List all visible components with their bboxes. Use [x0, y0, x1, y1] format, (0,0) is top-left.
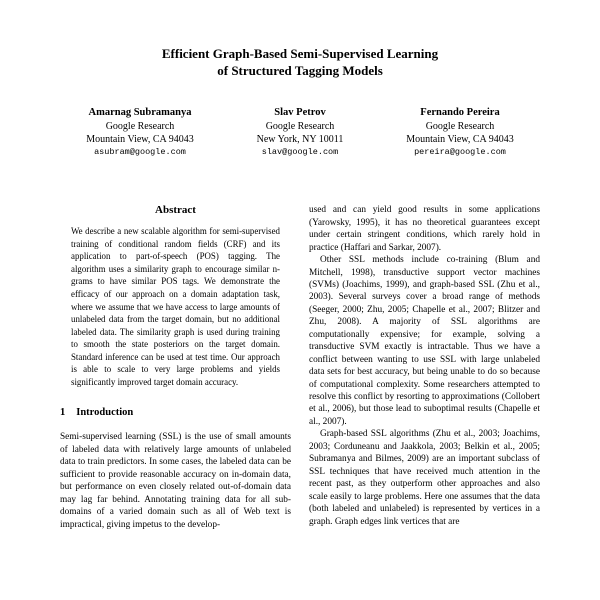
section-heading-introduction: [60, 407, 291, 418]
author-name: Slav Petrov: [274, 106, 326, 118]
section-title: Introduction: [76, 407, 134, 419]
paper-title: [60, 46, 540, 80]
author-name: Fernando Pereira: [420, 106, 500, 118]
body-paragraph-1: used and can yield good results in some applications (Yarowsky, 1995), it has no theoretical guarantees except under certain stringent conditions, which rarely hold in practice (Haffari and Sarkar, 2007).: [309, 205, 540, 253]
body-paragraph-3: Graph-based SSL algorithms (Zhu et al., 2003; Joachims, 2003; Corduneanu and Jaakkola, 2003; Belkin et al., 2005; Subramanya and Bilmes, 2009) are an important subclass of SSL techniques that have received much attention in the recent past, as they outperform other approaches and also scale easily to large problems. Here one assumes that the data (both labeled and unlabeled) is represented by vertices in a graph. Graph edges link vertices that are: [309, 429, 540, 527]
abstract-text: We describe a new scalable algorithm for semi-supervised training of conditional random fields (CRF) and its application to part-of-speech (POS) tagging. The algorithm uses a similarity graph to encourage similar n-grams to have similar POS tags. We demonstrate the efficacy of our approach on a domain adaptation task, where we assume that we have access to large amounts of unlabeled data from the target domain, but no additional labeled data. The similarity graph is used during training to smooth the state posteriors on the target domain. Standard inference can be used at test time. Our approach is able to scale to very large problems and yields significantly improved target domain accuracy.: [71, 226, 280, 387]
two-column-body: [60, 204, 540, 531]
author-email: slav@google.com: [261, 147, 339, 158]
author-affiliation: Google Research: [105, 120, 175, 132]
author-name: Amarnag Subramanya: [88, 106, 192, 118]
section-number: 1: [60, 407, 66, 419]
body-paragraph-2: Other SSL methods include co-training (Blum and Mitchell, 1998), transductive support vector machines (SVMs) (Joachims, 1999), and graph-based SSL (Zhu et al., 2003). Several surveys cover a broad range of methods (Seeger, 2000; Zhu, 2005; Chapelle et al., 2007; Blitzer and Zhu, 2008). A majority of SSL algorithms are computationally expensive; for example, solving a transductive SVM exactly is intractable. Thus we have a conflict between wanting to use SSL with large unlabeled data sets for best accuracy, but being unable to do so because of computational complexity. Some researchers attempted to resolve this conflict by resorting to approximations (Collobert et al., 2006), but those lead to suboptimal results (Chapelle et al., 2007).: [309, 255, 540, 427]
authors-row: [60, 106, 540, 158]
left-column: [60, 204, 291, 531]
author-email: asubram@google.com: [94, 147, 186, 158]
author-address: New York, NY 10011: [256, 133, 344, 145]
author-email: pereira@google.com: [414, 147, 506, 158]
paper-title-line-2: of Structured Tagging Models: [217, 62, 383, 78]
abstract-heading: Abstract: [155, 204, 196, 217]
author-address: Mountain View, CA 94043: [86, 133, 194, 145]
author-block-1: [60, 106, 220, 158]
author-affiliation: Google Research: [265, 120, 335, 132]
paper-title-line-1: Efficient Graph-Based Semi-Supervised Learning: [161, 46, 439, 61]
author-address: Mountain View, CA 94043: [406, 133, 514, 145]
right-column: [309, 204, 540, 531]
author-block-3: [380, 106, 540, 158]
author-block-2: [220, 106, 380, 158]
author-affiliation: Google Research: [425, 120, 495, 132]
introduction-paragraph: Semi-supervised learning (SSL) is the use of small amounts of labeled data with relatively large amounts of unlabeled data to train predictors. In some cases, the labeled data can be sufficient to provide reasonable accuracy on in-domain data, but performance on even closely related out-of-domain data may lag far behind. Annotating training data for all sub-domains of a varied domain such as all of Web text is impractical, giving impetus to the develop-: [60, 432, 291, 530]
